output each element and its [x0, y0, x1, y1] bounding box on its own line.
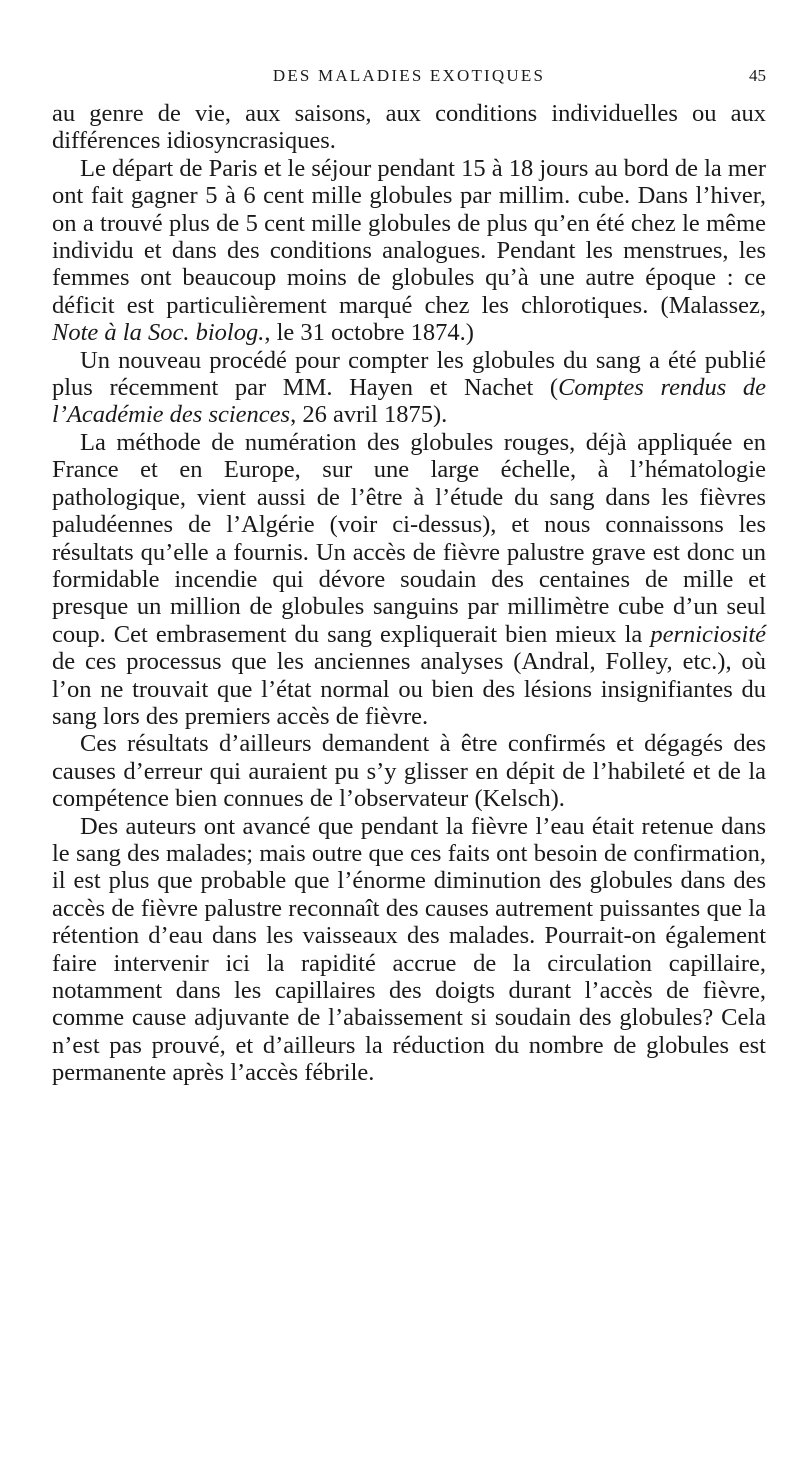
- text-run: Ces résultats d’ailleurs demandent à être confirmés et dégagés des causes d’erreur qui auraient pu s’y glisser en dépit de l’habileté et de la compétence bien connues de l’observateur (Kelsch).: [52, 730, 766, 813]
- paragraph-p4: [52, 429, 766, 730]
- paragraph-p2: [52, 155, 766, 347]
- running-title: DES MALADIES EXOTIQUES: [272, 66, 546, 85]
- page: [52, 66, 766, 1087]
- italic-citation: Note à la Soc. biolog.: [52, 319, 265, 347]
- italic-citation: perniciosité: [650, 620, 766, 648]
- text-run: Un nouveau procédé pour compter les globules du sang a été publié plus récemment par MM. Hayen et Nachet (: [52, 346, 766, 402]
- text-run: Le départ de Paris et le séjour pendant 15 à 18 jours au bord de la mer ont fait gagner 5 à 6 cent mille globules par millim. cube. Dans l’hiver, on a trouvé plus de 5 cent mille globules de plus qu’en été chez le même individu et dans des conditions analogues. Pendant les menstrues, les femmes ont beaucoup moins de globules qu’à une autre époque : ce déficit est particulièrement marqué chez les chlorotiques. (Malassez,: [52, 154, 766, 319]
- text-run: , 26 avril 1875).: [290, 401, 448, 429]
- text-run: , le 31 octobre 1874.): [264, 319, 474, 347]
- page-number: 45: [749, 66, 766, 85]
- paragraph-p3: [52, 347, 766, 429]
- text-run: de ces processus que les anciennes analyses (Andral, Folley, etc.), où l’on ne trouvait que l’état normal ou bien des lésions insignifiantes du sang lors des premiers accès de fièvre.: [52, 648, 766, 730]
- body-text: [52, 100, 766, 1087]
- paragraph-p6: [52, 813, 766, 1087]
- italic-citation: Comptes rendus de l’Académie des sciences: [52, 374, 766, 429]
- text-run: au genre de vie, aux saisons, aux conditions individuelles ou aux différences idiosyncrasiques.: [52, 100, 766, 155]
- running-header: [52, 66, 766, 100]
- text-run: Des auteurs ont avancé que pendant la fièvre l’eau était retenue dans le sang des malades; mais outre que ces faits ont besoin de confirmation, il est plus que probable que l’énorme diminution des globules dans des accès de fièvre palustre reconnaît des causes autrement puissantes que la rétention d’eau dans les vaisseaux des malades. Pourrait-on également faire intervenir ici la rapidité accrue de la circulation capillaire, notamment dans les capillaires des doigts durant l’accès de fièvre, comme cause adjuvante de l’abaissement si soudain des globules? Cela n’est pas prouvé, et d’ailleurs la réduction du nombre de globules est permanente après l’accès fébrile.: [52, 812, 766, 1087]
- paragraph-p5: [52, 730, 766, 812]
- paragraph-p1: [52, 100, 766, 155]
- text-run: La méthode de numération des globules rouges, déjà appliquée en France et en Europe, sur une large échelle, à l’hématologie pathologique, vient aussi de l’être à l’étude du sang dans les fièvres paludéennes de l’Algérie (voir ci-dessus), et nous connaissons les résultats qu’elle a fournis. Un accès de fièvre palustre grave est donc un formidable incendie qui dévore soudain des centaines de mille et presque un million de globules sanguins par millimètre cube d’un seul coup. Cet embrasement du sang expliquerait bien mieux la: [52, 428, 766, 648]
